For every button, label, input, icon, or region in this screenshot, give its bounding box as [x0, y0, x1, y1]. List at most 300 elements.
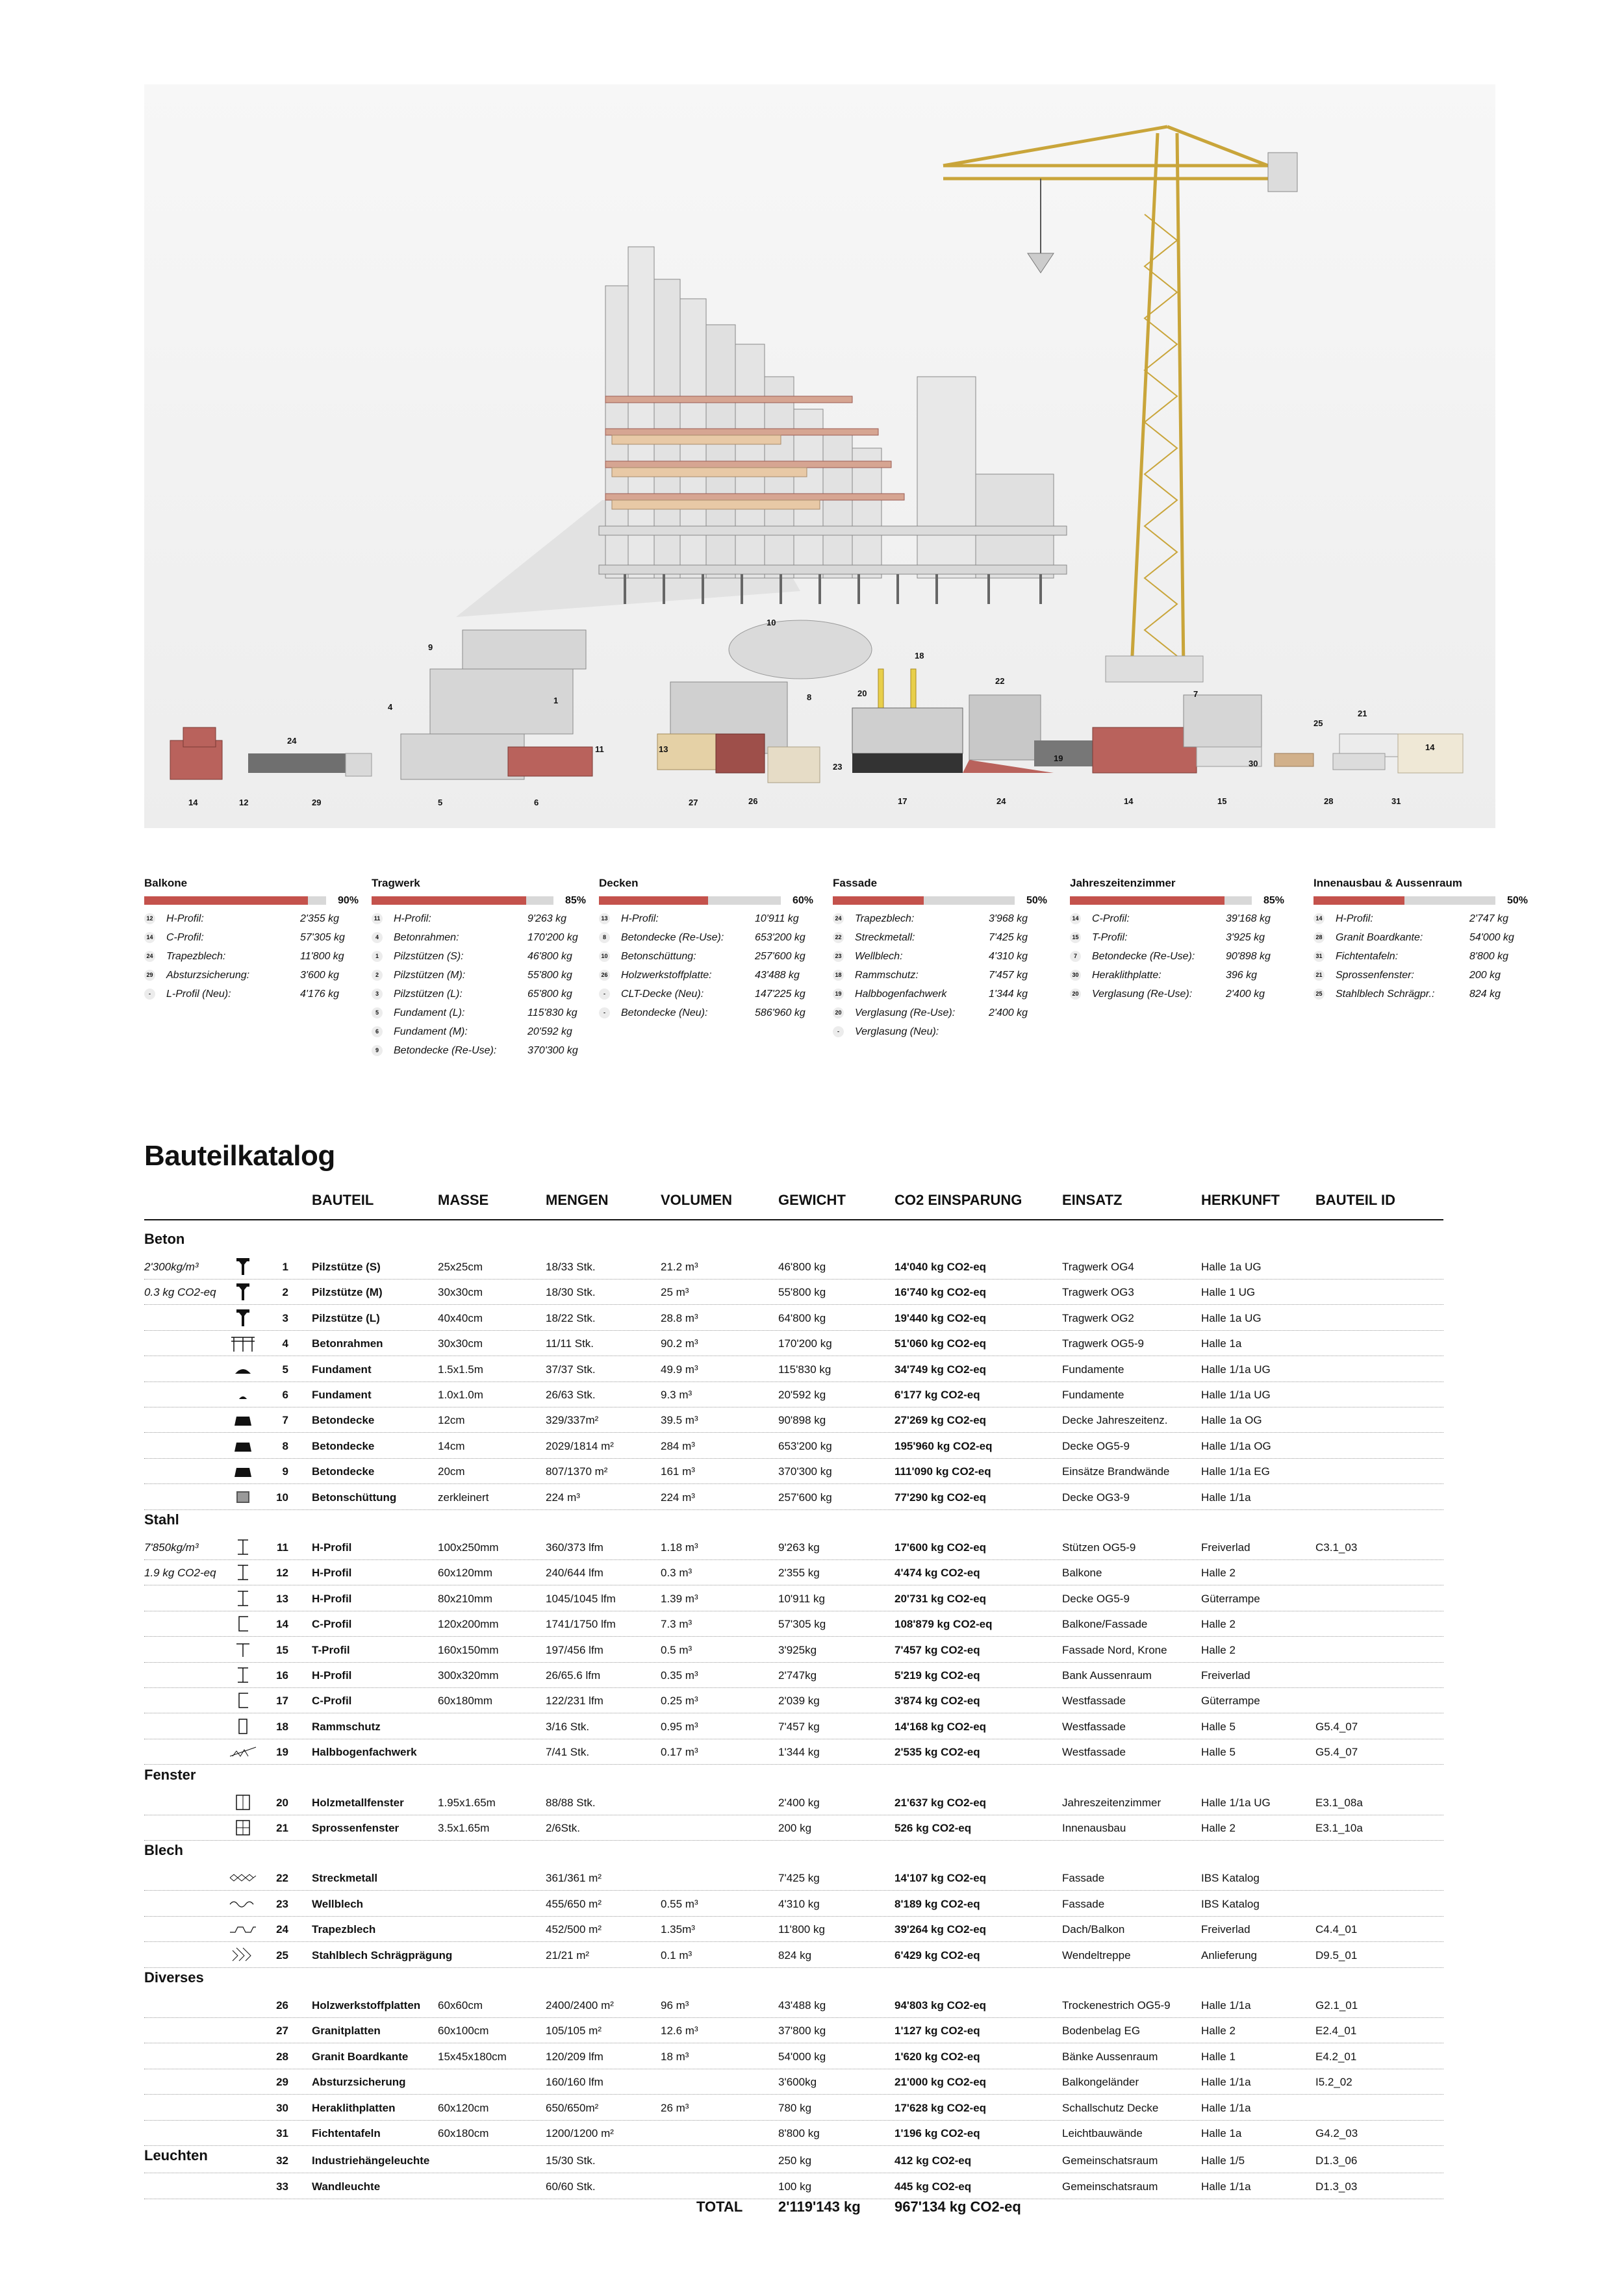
gewicht-cell: 250 kg — [778, 2154, 812, 2167]
bauteil-cell: C-Profil — [312, 1618, 352, 1631]
category-item — [833, 1003, 1047, 1022]
row-number: 15 — [276, 1643, 288, 1656]
table-row — [144, 2173, 1443, 2199]
herkunft-cell: Anlieferung — [1201, 1949, 1258, 1962]
herkunft-cell: Halle 1/5 — [1201, 2154, 1245, 2167]
gewicht-cell: 115'830 kg — [778, 1363, 831, 1376]
label: 21 — [1358, 709, 1367, 718]
volumen-cell: 25 m³ — [661, 1286, 689, 1299]
masse-cell: 1.0x1.0m — [438, 1389, 483, 1401]
mengen-cell: 2029/1814 m² — [546, 1439, 614, 1452]
einsatz-cell: Decke OG5-9 — [1062, 1592, 1130, 1605]
bauteil-cell: Betonrahmen — [312, 1337, 383, 1350]
label: 12 — [239, 798, 249, 807]
co2-cell: 51'060 kg CO2-eq — [894, 1337, 987, 1350]
bauteil-id-cell: C3.1_03 — [1315, 1541, 1358, 1554]
gewicht-cell: 3'600kg — [778, 2076, 817, 2089]
catalog-header — [144, 1192, 1443, 1211]
mengen-cell: 122/231 lfm — [546, 1695, 603, 1708]
item-name: Fichtentafeln: — [1336, 951, 1399, 962]
co2-cell: 5'219 kg CO2-eq — [894, 1669, 980, 1682]
category-percent: 85% — [1263, 895, 1284, 906]
item-value: 54'000 kg — [1469, 932, 1514, 943]
row-number: 19 — [276, 1746, 288, 1759]
masse-cell: 30x30cm — [438, 1337, 483, 1350]
herkunft-cell: Halle 1a — [1201, 1337, 1242, 1350]
label: 14 — [188, 798, 198, 807]
bauteil-cell: Heraklithplatten — [312, 2101, 396, 2114]
masse-cell: 120x200mm — [438, 1618, 499, 1631]
row-number: 31 — [276, 2127, 288, 2139]
gewicht-cell: 54'000 kg — [778, 2050, 826, 2063]
co2-cell: 108'879 kg CO2-eq — [894, 1618, 993, 1631]
co2-cell: 412 kg CO2-eq — [894, 2154, 972, 2167]
co2-cell: 27'269 kg CO2-eq — [894, 1414, 987, 1427]
rammschutz-icon — [229, 1717, 257, 1736]
label: 20 — [857, 688, 867, 698]
category-item — [599, 1003, 813, 1022]
header-masse: MASSE — [438, 1192, 489, 1208]
mengen-cell: 360/373 lfm — [546, 1541, 603, 1554]
header-divider — [144, 1219, 1443, 1220]
gewicht-cell: 1'344 kg — [778, 1746, 820, 1759]
item-number-badge: 19 — [833, 989, 844, 1000]
item-name: Verglasung (Neu): — [855, 1026, 939, 1037]
co2-cell: 17'628 kg CO2-eq — [894, 2101, 987, 2114]
item-value: 2'400 kg — [989, 1007, 1028, 1018]
pilzstuetze-icon — [229, 1257, 257, 1276]
gewicht-cell: 824 kg — [778, 1949, 812, 1962]
table-row — [144, 2043, 1443, 2069]
co2-cell: 21'000 kg CO2-eq — [894, 2076, 987, 2089]
herkunft-cell: Halle 1/1a — [1201, 2101, 1251, 2114]
group-note: 7'850kg/m³ — [144, 1541, 199, 1554]
mengen-cell: 26/65.6 lfm — [546, 1669, 601, 1682]
bauteil-cell: Granitplatten — [312, 2025, 381, 2037]
co2-cell: 111'090 kg CO2-eq — [894, 1465, 991, 1478]
row-number: 6 — [282, 1389, 288, 1401]
category-progress — [1070, 894, 1284, 909]
item-value: 147'225 kg — [755, 989, 806, 1000]
category-item — [1313, 966, 1528, 985]
bauteil-cell: Trapezblech — [312, 1923, 376, 1936]
einsatz-cell: Bänke Aussenraum — [1062, 2050, 1158, 2063]
row-number: 11 — [277, 1541, 288, 1554]
masse-cell: 300x320mm — [438, 1669, 499, 1682]
category-name: Tragwerk — [372, 877, 420, 889]
header-volumen: VOLUMEN — [661, 1192, 732, 1208]
herkunft-cell: Halle 1 — [1201, 2050, 1236, 2063]
category-item — [1070, 966, 1284, 985]
label: 10 — [767, 618, 776, 627]
progress-fill — [1070, 896, 1224, 905]
bauteil-cell: H-Profil — [312, 1567, 352, 1580]
category-1 — [372, 877, 586, 1060]
header-gewicht: GEWICHT — [778, 1192, 846, 1208]
item-number-badge: 15 — [1070, 932, 1081, 943]
item-number-badge: 20 — [1070, 989, 1081, 1000]
bauteil-cell: Stahlblech Schrägprägung — [312, 1949, 453, 1962]
item-number-badge: 18 — [833, 970, 844, 981]
category-item — [599, 947, 813, 966]
group-heading: Diverses — [144, 1969, 204, 1986]
label: 6 — [534, 798, 539, 807]
category-name: Fassade — [833, 877, 878, 889]
row-number: 23 — [276, 1897, 288, 1910]
header-einsatz: EINSATZ — [1062, 1192, 1123, 1208]
category-item — [144, 909, 359, 928]
item-value: 10'911 kg — [755, 913, 799, 924]
bauteil-cell: Fundament — [312, 1363, 372, 1376]
herkunft-cell: Halle 1/1a OG — [1201, 1439, 1271, 1452]
einsatz-cell: Balkone — [1062, 1567, 1102, 1580]
co2-cell: 1'127 kg CO2-eq — [894, 2025, 980, 2037]
volumen-cell: 161 m³ — [661, 1465, 695, 1478]
item-value: 9'263 kg — [527, 913, 566, 924]
mengen-cell: 7/41 Stk. — [546, 1746, 590, 1759]
co2-cell: 34'749 kg CO2-eq — [894, 1363, 987, 1376]
item-name: Fundament (L): — [394, 1007, 465, 1018]
bauteil-id-cell: G4.2_03 — [1315, 2127, 1358, 2139]
herkunft-cell: IBS Katalog — [1201, 1897, 1260, 1910]
item-number-badge: 22 — [833, 932, 844, 943]
bauteil-cell: Absturzsicherung — [312, 2076, 406, 2089]
category-item — [833, 928, 1047, 947]
bauteil-cell: Holzwerkstoffplatten — [312, 1999, 421, 2012]
item-name: Stahlblech Schrägpr.: — [1336, 989, 1435, 1000]
category-item — [833, 1022, 1047, 1041]
co2-cell: 195'960 kg CO2-eq — [894, 1439, 993, 1452]
gewicht-cell: 8'800 kg — [778, 2127, 820, 2139]
category-item — [144, 928, 359, 947]
mengen-cell: 807/1370 m² — [546, 1465, 608, 1478]
gewicht-cell: 780 kg — [778, 2101, 812, 2114]
table-row — [144, 2120, 1443, 2146]
herkunft-cell: Halle 1/1a UG — [1201, 1363, 1271, 1376]
gewicht-cell: 90'898 kg — [778, 1414, 826, 1427]
item-name: Streckmetall: — [855, 932, 915, 943]
item-number-badge: 11 — [372, 913, 383, 924]
masse-cell: 1.5x1.5m — [438, 1363, 483, 1376]
bauteil-id-cell: D1.3_03 — [1315, 2180, 1358, 2193]
c-profil-icon — [229, 1614, 257, 1634]
group-heading: Blech — [144, 1842, 183, 1859]
progress-fill — [833, 896, 924, 905]
herkunft-cell: Halle 1/1a EG — [1201, 1465, 1270, 1478]
table-row — [144, 1484, 1443, 1510]
progress-fill — [144, 896, 308, 905]
fundament-small-icon — [229, 1385, 257, 1404]
row-number: 24 — [276, 1923, 288, 1936]
einsatz-cell: Dach/Balkon — [1062, 1923, 1125, 1936]
bauteil-cell: H-Profil — [312, 1592, 352, 1605]
co2-cell: 8'189 kg CO2-eq — [894, 1897, 980, 1910]
table-row — [144, 1433, 1443, 1459]
mengen-cell: 452/500 m² — [546, 1923, 602, 1936]
co2-cell: 94'803 kg CO2-eq — [894, 1999, 987, 2012]
herkunft-cell: Halle 1a UG — [1201, 1261, 1262, 1273]
row-number: 22 — [276, 1872, 288, 1885]
row-number: 32 — [276, 2154, 288, 2167]
herkunft-cell: Halle 1a — [1201, 2127, 1242, 2139]
row-number: 30 — [276, 2101, 288, 2114]
item-value: 2'355 kg — [300, 913, 339, 924]
category-percent: 50% — [1506, 895, 1528, 906]
table-row — [144, 2069, 1443, 2095]
gewicht-cell: 2'400 kg — [778, 1796, 820, 1809]
table-row — [144, 1330, 1443, 1356]
bauteil-id-cell: E2.4_01 — [1315, 2025, 1357, 2037]
table-row — [144, 1916, 1443, 1942]
item-value: 55'800 kg — [527, 970, 572, 981]
item-name: Pilzstützen (M): — [394, 970, 466, 981]
item-name: Betondecke (Re-Use): — [1092, 951, 1195, 962]
category-item — [833, 985, 1047, 1003]
item-number-badge: 30 — [1070, 970, 1081, 981]
item-number-badge: 8 — [599, 932, 610, 943]
table-row — [144, 2095, 1443, 2121]
volumen-cell: 0.55 m³ — [661, 1897, 698, 1910]
gewicht-cell: 100 kg — [778, 2180, 812, 2193]
mengen-cell: 329/337m² — [546, 1414, 599, 1427]
masse-cell: 15x45x180cm — [438, 2050, 507, 2063]
category-percent: 60% — [792, 895, 813, 906]
category-item — [372, 928, 586, 947]
header-co2: CO2 EINSPARUNG — [894, 1192, 1022, 1208]
co2-cell: 1'196 kg CO2-eq — [894, 2127, 980, 2139]
category-progress — [1313, 894, 1528, 909]
item-name: Betonrahmen: — [394, 932, 459, 943]
mengen-cell: 15/30 Stk. — [546, 2154, 596, 2167]
herkunft-cell: Halle 1/1a — [1201, 2076, 1251, 2089]
table-row — [144, 1279, 1443, 1305]
row-number: 8 — [282, 1439, 288, 1452]
einsatz-cell: Innenausbau — [1062, 1822, 1126, 1834]
bauteil-id-cell: D9.5_01 — [1315, 1949, 1358, 1962]
table-row — [144, 1458, 1443, 1484]
item-number-badge: 28 — [1313, 932, 1325, 943]
category-item — [144, 966, 359, 985]
item-name: Rammschutz: — [855, 970, 919, 981]
masse-cell: 60x60cm — [438, 1999, 483, 2012]
item-number-badge: 14 — [144, 932, 155, 943]
label: 30 — [1249, 759, 1258, 768]
row-number: 26 — [276, 1999, 288, 2012]
category-item — [599, 909, 813, 928]
masse-cell: 12cm — [438, 1414, 465, 1427]
mengen-cell: 11/11 Stk. — [546, 1337, 594, 1350]
wellblech-icon — [229, 1894, 257, 1913]
mengen-cell: 224 m³ — [546, 1491, 580, 1504]
mengen-cell: 88/88 Stk. — [546, 1796, 596, 1809]
item-name: Pilzstützen (L): — [394, 989, 463, 1000]
herkunft-cell: Halle 1/1a — [1201, 2180, 1251, 2193]
gewicht-cell: 20'592 kg — [778, 1389, 826, 1401]
item-name: CLT-Decke (Neu): — [621, 989, 704, 1000]
category-item — [372, 947, 586, 966]
item-number-badge: 31 — [1313, 951, 1325, 962]
gewicht-cell: 37'800 kg — [778, 2025, 826, 2037]
mengen-cell: 26/63 Stk. — [546, 1389, 596, 1401]
bauteil-cell: Betondecke — [312, 1465, 375, 1478]
category-item — [372, 1041, 586, 1060]
table-row — [144, 1585, 1443, 1611]
label: 7 — [1193, 689, 1199, 699]
header-mengen: MENGEN — [546, 1192, 609, 1208]
row-number: 14 — [276, 1618, 288, 1631]
co2-cell: 6'177 kg CO2-eq — [894, 1389, 980, 1401]
category-item — [833, 966, 1047, 985]
category-name: Balkone — [144, 877, 188, 889]
table-row — [144, 1865, 1443, 1891]
einsatz-cell: Bank Aussenraum — [1062, 1669, 1152, 1682]
masse-cell: 14cm — [438, 1439, 465, 1452]
mengen-cell: 1045/1045 lfm — [546, 1592, 616, 1605]
fundament-icon — [229, 1359, 257, 1379]
co2-cell: 77'290 kg CO2-eq — [894, 1491, 987, 1504]
item-number-badge: 12 — [144, 913, 155, 924]
masse-cell: 60x100cm — [438, 2025, 489, 2037]
category-item — [599, 928, 813, 947]
betondecke-icon — [229, 1436, 257, 1456]
volumen-cell: 0.5 m³ — [661, 1643, 692, 1656]
masse-cell: 60x180mm — [438, 1695, 493, 1708]
category-progress — [599, 894, 813, 909]
label: 23 — [833, 762, 843, 772]
mengen-cell: 18/33 Stk. — [546, 1261, 596, 1273]
einsatz-cell: Fassade — [1062, 1872, 1105, 1885]
label: 17 — [898, 796, 907, 806]
gewicht-cell: 170'200 kg — [778, 1337, 832, 1350]
table-row — [144, 1254, 1443, 1280]
category-progress — [372, 894, 586, 909]
co2-cell: 1'620 kg CO2-eq — [894, 2050, 980, 2063]
volumen-cell: 0.35 m³ — [661, 1669, 698, 1682]
row-number: 20 — [276, 1796, 288, 1809]
progress-fill — [599, 896, 708, 905]
herkunft-cell: Güterrampe — [1201, 1592, 1260, 1605]
einsatz-cell: Westfassade — [1062, 1720, 1126, 1733]
einsatz-cell: Balkongeländer — [1062, 2076, 1139, 2089]
sprossenfenster-icon — [229, 1818, 257, 1837]
progress-fill — [1313, 896, 1404, 905]
mengen-cell: 1741/1750 lfm — [546, 1618, 616, 1631]
volumen-cell: 0.3 m³ — [661, 1567, 692, 1580]
item-number-badge: 14 — [1313, 913, 1325, 924]
einsatz-cell: Gemeinschatsraum — [1062, 2180, 1158, 2193]
mengen-cell: 197/456 lfm — [546, 1643, 603, 1656]
bauteil-cell: Pilzstütze (L) — [312, 1311, 380, 1324]
row-number: 3 — [282, 1311, 288, 1324]
item-name: H-Profil: — [621, 913, 659, 924]
category-item — [1070, 985, 1284, 1003]
row-number: 29 — [276, 2076, 288, 2089]
einsatz-cell: Trockenestrich OG5-9 — [1062, 1999, 1171, 2012]
einsatz-cell: Decke OG3-9 — [1062, 1491, 1130, 1504]
mengen-cell: 18/30 Stk. — [546, 1286, 596, 1299]
category-item — [1070, 947, 1284, 966]
label: 24 — [996, 796, 1006, 806]
herkunft-cell: Halle 1a UG — [1201, 1311, 1262, 1324]
total-gewicht: 2'119'143 kg — [778, 2199, 861, 2215]
co2-cell: 19'440 kg CO2-eq — [894, 1311, 987, 1324]
item-name: Halbbogenfachwerk — [855, 989, 947, 1000]
item-value: 200 kg — [1469, 970, 1501, 981]
label: 14 — [1425, 742, 1435, 752]
item-name: Pilzstützen (S): — [394, 951, 464, 962]
category-item — [599, 966, 813, 985]
einsatz-cell: Stützen OG5-9 — [1062, 1541, 1136, 1554]
category-5 — [1313, 877, 1528, 1003]
label: 18 — [915, 651, 924, 661]
table-row — [144, 1739, 1443, 1765]
item-value: 11'800 kg — [300, 951, 344, 962]
herkunft-cell: Halle 1 UG — [1201, 1286, 1256, 1299]
table-row — [144, 1713, 1443, 1739]
co2-cell: 3'874 kg CO2-eq — [894, 1695, 980, 1708]
herkunft-cell: Halle 1a OG — [1201, 1414, 1262, 1427]
item-value: 586'960 kg — [755, 1007, 806, 1018]
item-value: 46'800 kg — [527, 951, 572, 962]
gewicht-cell: 3'925kg — [778, 1643, 817, 1656]
masse-cell: 30x30cm — [438, 1286, 483, 1299]
co2-cell: 14'107 kg CO2-eq — [894, 1872, 987, 1885]
label: 9 — [428, 642, 433, 652]
co2-cell: 445 kg CO2-eq — [894, 2180, 972, 2193]
category-item — [833, 947, 1047, 966]
volumen-cell: 28.8 m³ — [661, 1311, 698, 1324]
co2-cell: 20'731 kg CO2-eq — [894, 1592, 987, 1605]
category-item — [599, 985, 813, 1003]
item-name: Heraklithplatte: — [1092, 970, 1161, 981]
label: 24 — [287, 736, 297, 746]
label: 15 — [1217, 796, 1227, 806]
category-percent: 50% — [1026, 895, 1047, 906]
bauteil-cell: H-Profil — [312, 1541, 352, 1554]
einsatz-cell: Jahreszeitenzimmer — [1062, 1796, 1161, 1809]
table-row — [144, 2017, 1443, 2043]
row-number: 25 — [276, 1949, 288, 1962]
table-row — [144, 1407, 1443, 1433]
volumen-cell: 26 m³ — [661, 2101, 689, 2114]
table-row — [144, 1687, 1443, 1713]
item-value: 3'600 kg — [300, 970, 339, 981]
item-name: T-Profil: — [1092, 932, 1128, 943]
category-name: Jahreszeitenzimmer — [1070, 877, 1176, 889]
volumen-cell: 39.5 m³ — [661, 1414, 698, 1427]
gewicht-cell: 11'800 kg — [778, 1923, 825, 1936]
co2-cell: 6'429 kg CO2-eq — [894, 1949, 980, 1962]
item-name: H-Profil: — [166, 913, 204, 924]
item-number-badge: - — [144, 989, 155, 1000]
row-number: 5 — [282, 1363, 288, 1376]
category-item — [1070, 928, 1284, 947]
mengen-cell: 21/21 m² — [546, 1949, 590, 1962]
mengen-cell: 18/22 Stk. — [546, 1311, 596, 1324]
item-value: 3'968 kg — [989, 913, 1028, 924]
item-number-badge: 7 — [1070, 951, 1081, 962]
betonschuettung-icon — [229, 1487, 257, 1507]
h-profil-icon — [229, 1665, 257, 1685]
bauteil-cell: Fundament — [312, 1389, 372, 1401]
masse-cell: 25x25cm — [438, 1261, 483, 1273]
item-value: 257'600 kg — [755, 951, 806, 962]
label: 26 — [748, 796, 758, 806]
item-value: 90'898 kg — [1226, 951, 1271, 962]
header-id: BAUTEIL ID — [1315, 1192, 1396, 1208]
gewicht-cell: 200 kg — [778, 1822, 812, 1834]
item-name: Sprossenfenster: — [1336, 970, 1414, 981]
